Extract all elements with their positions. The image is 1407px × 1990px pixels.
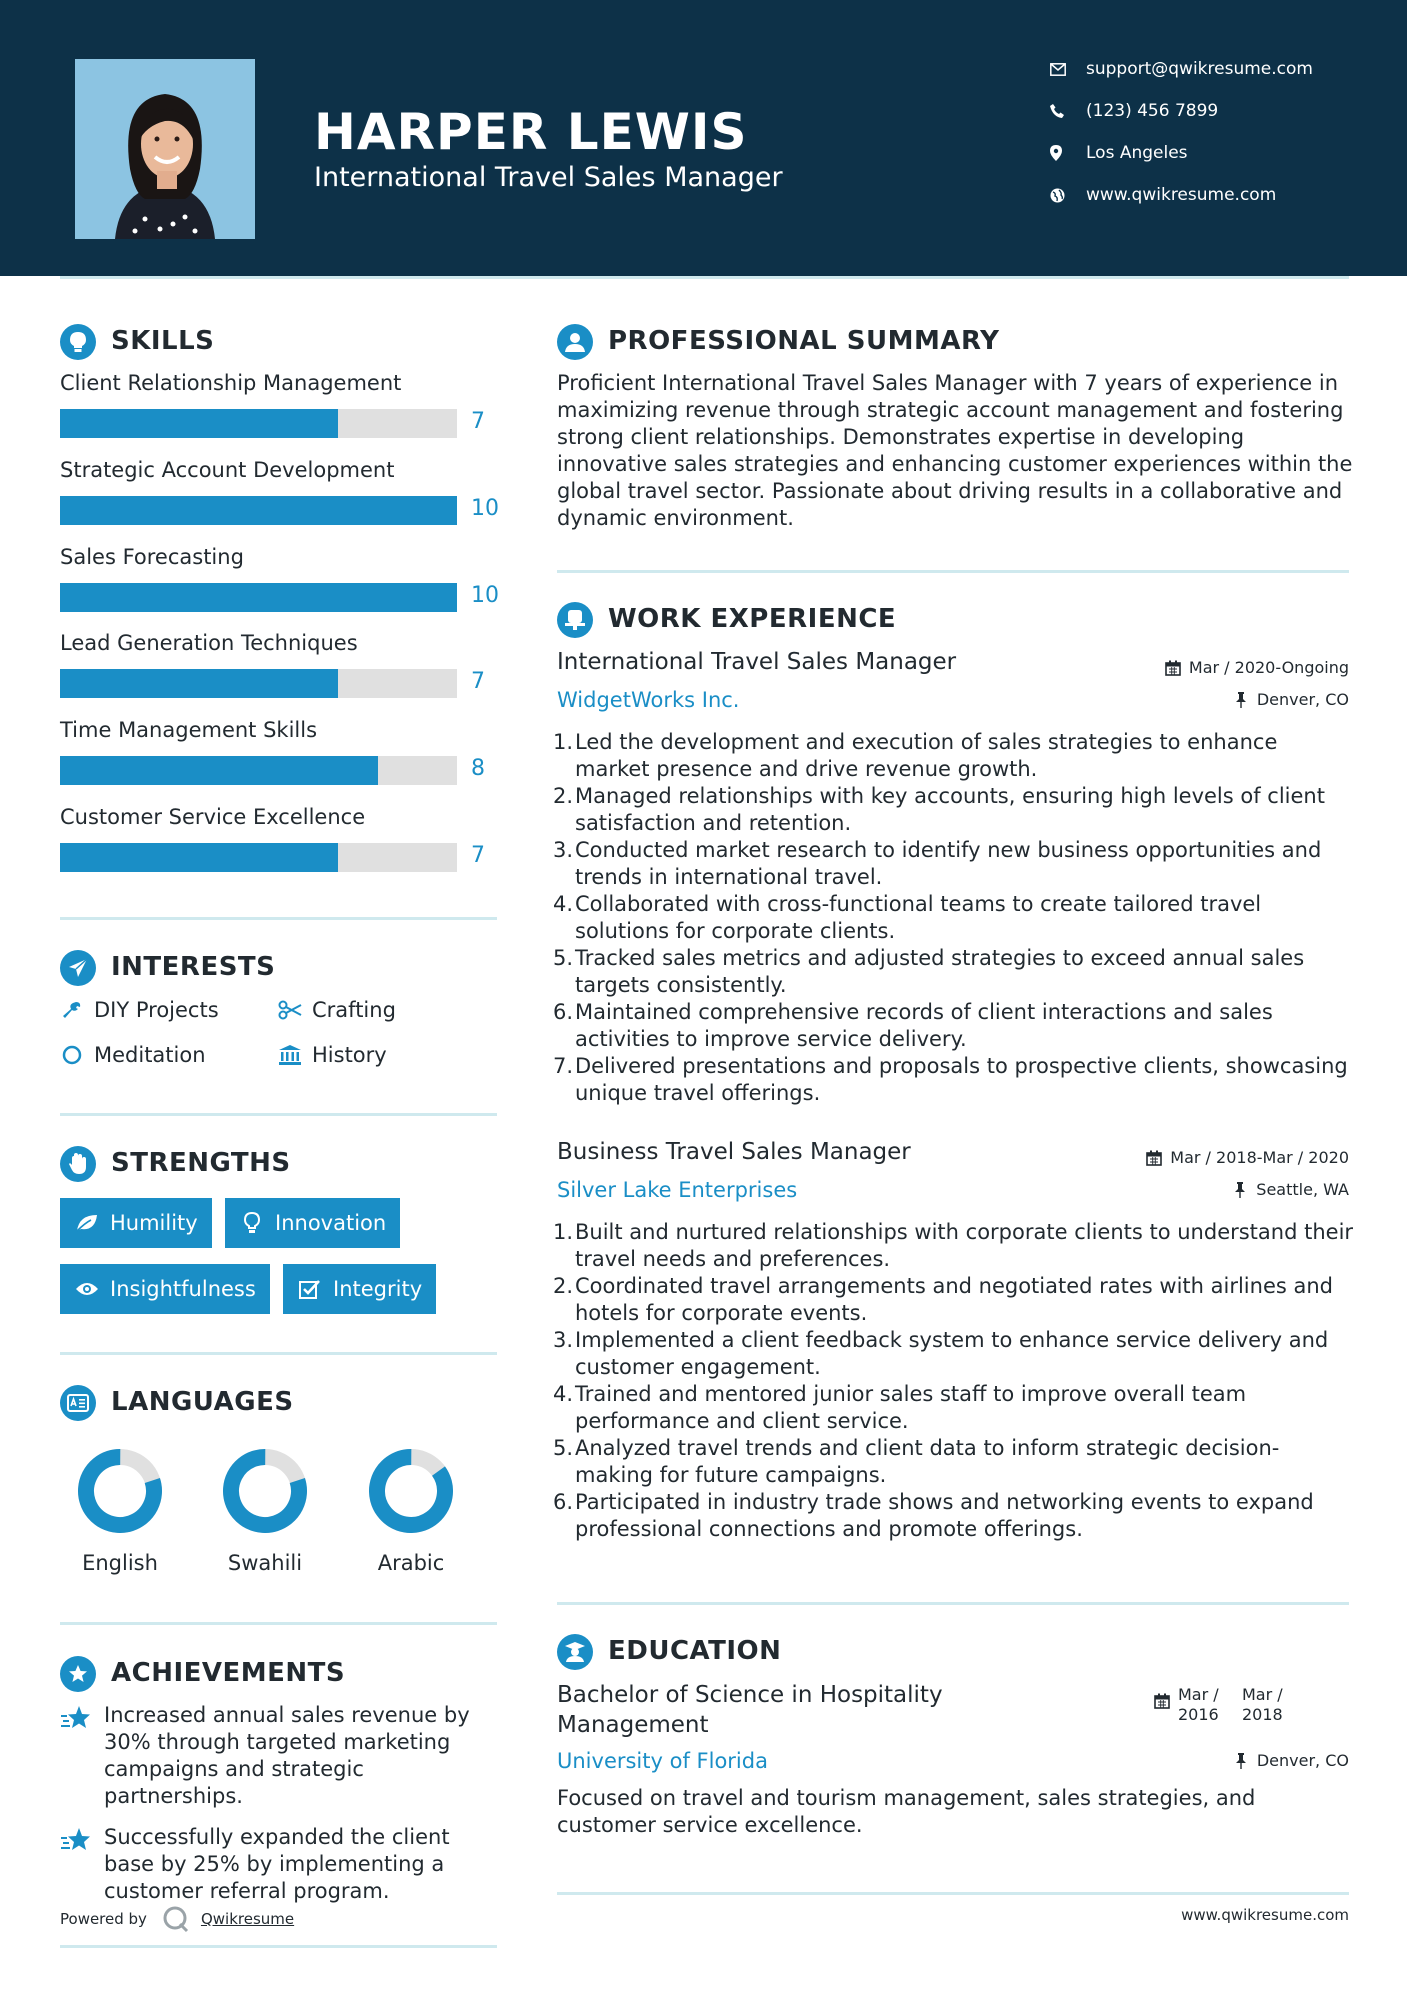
education-description: Focused on travel and tourism management, sales strategies, and customer service excellence. bbox=[557, 1786, 1256, 1837]
section-divider bbox=[557, 1602, 1349, 1605]
job-location-text: Seattle, WA bbox=[1256, 1180, 1349, 1199]
skill-bar bbox=[60, 843, 457, 872]
strength-label: Innovation bbox=[275, 1211, 387, 1235]
skill-name: Customer Service Excellence bbox=[60, 805, 366, 829]
calendar-icon bbox=[1144, 1149, 1164, 1167]
education-start-date: Mar / 2016 bbox=[1178, 1685, 1219, 1724]
bullet-text: Led the development and execution of sales strategies to enhance market presence and drive revenue growth. bbox=[575, 730, 1278, 781]
bullet-text: Analyzed travel trends and client data to inform strategic decision-making for future campaigns. bbox=[575, 1436, 1280, 1487]
user-icon bbox=[557, 324, 593, 360]
summary-text: Proficient International Travel Sales Manager with 7 years of experience in maximizing revenue through strategic account management and fostering strong client relationships. Demonstrates expertise in developing innovative sales strategies and enhancing customer experiences within the global travel sector. Passionate about driving results in a collaborative and dynamic environment. bbox=[557, 371, 1353, 530]
list-item: 3. Implemented a client feedback system to enhance service delivery and customer engagement. bbox=[553, 1328, 1329, 1379]
experience-title: WORK EXPERIENCE bbox=[608, 604, 897, 634]
pushpin-icon bbox=[1231, 691, 1251, 709]
skill-value: 10 bbox=[471, 496, 499, 521]
job-date-text: Mar / 2020-Ongoing bbox=[1188, 658, 1349, 677]
skill-bar bbox=[60, 669, 457, 698]
section-divider bbox=[60, 1113, 497, 1116]
pushpin-icon bbox=[1231, 1752, 1251, 1770]
contact-phone[interactable] bbox=[1050, 98, 1218, 124]
job-date-text: Mar / 2018-Mar / 2020 bbox=[1170, 1148, 1349, 1167]
skill-bar bbox=[60, 756, 457, 785]
interest-label: History bbox=[312, 1043, 387, 1067]
list-item: 4. Trained and mentored junior sales staff to improve overall team performance and client service. bbox=[553, 1382, 1247, 1433]
strength-label: Insightfulness bbox=[110, 1277, 256, 1301]
language-label: English bbox=[82, 1551, 158, 1575]
powered-by[interactable] bbox=[60, 1904, 294, 1934]
scissors-icon bbox=[278, 998, 302, 1022]
bullet-text: Delivered presentations and proposals to prospective clients, showcasing unique travel offerings. bbox=[575, 1054, 1348, 1105]
interest-item bbox=[60, 996, 219, 1024]
list-item: 2. Coordinated travel arrangements and negotiated rates with airlines and hotels for corporate events. bbox=[553, 1274, 1333, 1325]
header-divider bbox=[60, 276, 1349, 279]
list-item: 6. Participated in industry trade shows and networking events to expand professional connections and promote offerings. bbox=[553, 1490, 1314, 1541]
education-end-date: Mar / 2018 bbox=[1242, 1685, 1283, 1724]
skill-bar-fill bbox=[60, 409, 338, 438]
languages-title: LANGUAGES bbox=[111, 1387, 294, 1417]
education-location bbox=[1231, 1751, 1349, 1770]
contact-website-text: www.qwikresume.com bbox=[1086, 185, 1277, 205]
interest-item bbox=[278, 1041, 387, 1069]
section-divider bbox=[60, 1352, 497, 1355]
skill-name: Client Relationship Management bbox=[60, 371, 402, 395]
eye-icon bbox=[74, 1278, 100, 1300]
contact-website[interactable] bbox=[1050, 182, 1276, 208]
job-location bbox=[1231, 690, 1349, 709]
section-divider bbox=[60, 1945, 497, 1948]
hand-icon bbox=[60, 1146, 96, 1182]
skill-bar-fill bbox=[60, 496, 457, 525]
company-name: WidgetWorks Inc. bbox=[557, 688, 740, 712]
list-item: 5. Analyzed travel trends and client data to inform strategic decision-making for future campaigns. bbox=[553, 1436, 1280, 1487]
paper-plane-icon bbox=[60, 950, 96, 986]
strength-tag bbox=[60, 1264, 270, 1314]
language-level-chart bbox=[78, 1449, 162, 1533]
strength-tag bbox=[60, 1198, 212, 1248]
education-location-text: Denver, CO bbox=[1256, 1751, 1349, 1770]
skill-value: 7 bbox=[471, 843, 485, 868]
map-pin-icon bbox=[1050, 143, 1078, 163]
resume-header bbox=[0, 0, 1407, 276]
candidate-name: HARPER LEWIS bbox=[314, 103, 748, 161]
strength-tag bbox=[283, 1264, 436, 1314]
interest-item bbox=[60, 1041, 206, 1069]
contact-phone-text: (123) 456 7899 bbox=[1086, 101, 1219, 121]
skill-name: Strategic Account Development bbox=[60, 458, 395, 482]
contact-location bbox=[1050, 140, 1188, 166]
job-date bbox=[1144, 1148, 1349, 1167]
star-icon bbox=[60, 1704, 92, 1734]
achievement-text: Increased annual sales revenue by 30% through targeted marketing campaigns and strategic partnerships. bbox=[104, 1703, 470, 1808]
skill-value: 7 bbox=[471, 669, 485, 694]
skill-name: Lead Generation Techniques bbox=[60, 631, 358, 655]
bank-icon bbox=[278, 1043, 302, 1067]
education-title: EDUCATION bbox=[608, 1636, 782, 1666]
job-bullets bbox=[553, 729, 1355, 1107]
language-label: Swahili bbox=[227, 1551, 303, 1575]
job-title: Business Travel Sales Manager bbox=[557, 1139, 911, 1165]
graduate-icon bbox=[557, 1634, 593, 1670]
checkbox-icon bbox=[297, 1278, 323, 1300]
job-bullets bbox=[553, 1219, 1355, 1543]
language-label: Arabic bbox=[377, 1551, 445, 1575]
skills-title: SKILLS bbox=[111, 326, 215, 356]
envelope-icon bbox=[1050, 59, 1078, 79]
school-name: University of Florida bbox=[557, 1749, 768, 1773]
footer-website-link[interactable]: www.qwikresume.com bbox=[1181, 1906, 1349, 1924]
skill-value: 10 bbox=[471, 583, 499, 608]
achievement-text: Successfully expanded the client base by 25% by implementing a customer referral program. bbox=[104, 1825, 450, 1903]
interest-label: Meditation bbox=[94, 1043, 206, 1067]
contact-location-text: Los Angeles bbox=[1086, 143, 1188, 163]
strength-label: Humility bbox=[110, 1211, 198, 1235]
skill-bar bbox=[60, 496, 457, 525]
list-item: 1. Built and nurtured relationships with corporate clients to understand their travel needs and preferences. bbox=[553, 1220, 1354, 1271]
skill-bar bbox=[60, 409, 457, 438]
phone-icon bbox=[1050, 101, 1078, 121]
bullet-text: Trained and mentored junior sales staff to improve overall team performance and client service. bbox=[575, 1382, 1247, 1433]
strength-label: Integrity bbox=[333, 1277, 423, 1301]
interest-label: Crafting bbox=[312, 998, 396, 1022]
degree-title: Bachelor of Science in Hospitality Management bbox=[557, 1682, 943, 1738]
skill-bar bbox=[60, 583, 457, 612]
profile-photo bbox=[75, 59, 255, 239]
lightbulb-icon bbox=[239, 1212, 265, 1234]
calendar-icon bbox=[1154, 1693, 1170, 1714]
strengths-title: STRENGTHS bbox=[111, 1148, 291, 1178]
candidate-headline: International Travel Sales Manager bbox=[314, 162, 783, 193]
summary-title: PROFESSIONAL SUMMARY bbox=[608, 326, 1000, 356]
skill-bar-fill bbox=[60, 669, 338, 698]
qwikresume-link[interactable]: Qwikresume bbox=[200, 1910, 295, 1928]
bullet-text: Managed relationships with key accounts, ensuring high levels of client satisfaction and retention. bbox=[575, 784, 1325, 835]
company-name: Silver Lake Enterprises bbox=[557, 1178, 798, 1202]
section-divider bbox=[557, 570, 1349, 573]
star-icon bbox=[60, 1826, 92, 1856]
star-badge-icon bbox=[60, 1656, 96, 1692]
skill-value: 7 bbox=[471, 409, 485, 434]
wrench-icon bbox=[60, 998, 84, 1022]
skill-bar-fill bbox=[60, 583, 457, 612]
bullet-text: Tracked sales metrics and adjusted strategies to exceed annual sales targets consistently. bbox=[575, 946, 1305, 997]
interests-title: INTERESTS bbox=[111, 952, 276, 982]
globe-icon bbox=[1050, 185, 1078, 205]
bullet-text: Implemented a client feedback system to enhance service delivery and customer engagement. bbox=[575, 1328, 1329, 1379]
list-item: 3. Conducted market research to identify new business opportunities and trends in international travel. bbox=[553, 838, 1322, 889]
education-dates bbox=[1154, 1685, 1288, 1725]
bullet-text: Coordinated travel arrangements and negotiated rates with airlines and hotels for corporate events. bbox=[575, 1274, 1333, 1325]
bullet-text: Built and nurtured relationships with corporate clients to understand their travel needs and preferences. bbox=[575, 1220, 1354, 1271]
job-location bbox=[1230, 1180, 1349, 1199]
achievements-title: ACHIEVEMENTS bbox=[111, 1658, 346, 1688]
job-location-text: Denver, CO bbox=[1256, 690, 1349, 709]
skill-name: Sales Forecasting bbox=[60, 545, 244, 569]
list-item: 7. Delivered presentations and proposals to prospective clients, showcasing unique travel offerings. bbox=[553, 1054, 1348, 1105]
bullet-text: Participated in industry trade shows and networking events to expand professional connections and promote offerings. bbox=[575, 1490, 1314, 1541]
section-divider bbox=[60, 1622, 497, 1625]
lightbulb-icon bbox=[60, 324, 96, 360]
language-icon bbox=[60, 1385, 96, 1421]
bullet-text: Collaborated with cross-functional teams to create tailored travel solutions for corporate clients. bbox=[575, 892, 1262, 943]
list-item: 4. Collaborated with cross-functional teams to create tailored travel solutions for corporate clients. bbox=[553, 892, 1262, 943]
bullet-text: Maintained comprehensive records of client interactions and sales activities to improve service delivery. bbox=[575, 1000, 1273, 1051]
qwikresume-logo-icon bbox=[161, 1904, 191, 1934]
interest-label: DIY Projects bbox=[94, 998, 219, 1022]
powered-by-text: Powered by bbox=[60, 1910, 147, 1928]
leaf-icon bbox=[74, 1212, 100, 1234]
calendar-icon bbox=[1163, 659, 1183, 677]
circle-icon bbox=[60, 1043, 84, 1067]
skill-bar-fill bbox=[60, 756, 378, 785]
skill-name: Time Management Skills bbox=[60, 718, 318, 742]
language-level-chart bbox=[369, 1449, 453, 1533]
section-divider bbox=[60, 917, 497, 920]
strength-tag bbox=[225, 1198, 400, 1248]
contact-email-text: support@qwikresume.com bbox=[1086, 59, 1313, 79]
language-level-chart bbox=[223, 1449, 307, 1533]
job-title: International Travel Sales Manager bbox=[557, 649, 957, 675]
briefcase-icon bbox=[557, 602, 593, 638]
list-item: 1. Led the development and execution of sales strategies to enhance market presence and drive revenue growth. bbox=[553, 730, 1278, 781]
job-date bbox=[1163, 658, 1349, 677]
section-divider bbox=[557, 1892, 1349, 1895]
interest-item bbox=[278, 996, 396, 1024]
contact-email[interactable] bbox=[1050, 56, 1313, 82]
skill-bar-fill bbox=[60, 843, 338, 872]
pushpin-icon bbox=[1230, 1181, 1250, 1199]
bullet-text: Conducted market research to identify new business opportunities and trends in international travel. bbox=[575, 838, 1322, 889]
list-item: 6. Maintained comprehensive records of client interactions and sales activities to improve service delivery. bbox=[553, 1000, 1273, 1051]
list-item: 2. Managed relationships with key accounts, ensuring high levels of client satisfaction and retention. bbox=[553, 784, 1325, 835]
skill-value: 8 bbox=[471, 756, 485, 781]
list-item: 5. Tracked sales metrics and adjusted strategies to exceed annual sales targets consistently. bbox=[553, 946, 1305, 997]
